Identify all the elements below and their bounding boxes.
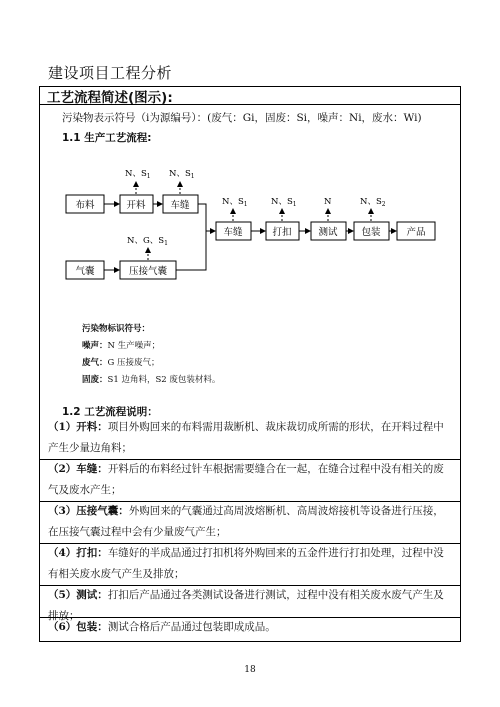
step-packaging: （6）包装：测试合格后产品通过包装即成成品。 [48,621,276,633]
page-heading: 建设项目工程分析 [48,64,173,82]
legend-title: 污染物标识符号： [82,324,151,334]
box-airbag-label: 气囊 [75,266,95,277]
box-sewing-2-label: 车缝 [223,227,243,238]
box-punching-label: 打扣 [272,227,292,238]
box-testing-label: 测试 [318,227,338,238]
legend-solid: 固废：S1 边角料，S2 废包装材料。 [82,375,221,385]
legend-gas: 废气：G 压接废气； [82,358,160,368]
step-sewing: （2）车缝：开料后的布料经过针车根据需要缝合在一起，在缝合过程中没有相关的废气及废水产生； [48,463,444,496]
emission-label-sewing-1: N、$S_1$ [169,169,195,180]
emission-label-punching: N、$S_1$ [271,197,297,208]
emission-label-press: N、G、$S_1$ [127,236,168,247]
step-punching: （4）打扣：车缝好的半成品通过打扣机将外购回来的五金件进行打扣处理，过程中没有相关废水废气产生及排放； [48,547,444,580]
box-product-label: 产品 [406,227,426,238]
box-sewing-1-label: 车缝 [170,200,190,211]
box-press-airbag-label: 压接气囊 [128,266,168,277]
title-divider [39,104,461,105]
emission-label-packaging: N、$S_2$ [360,197,386,208]
pollutant-symbol-intro: 污染物表示符号（i为源编号）：(废气：Gi，固废：Si，噪声：Ni，废水：Wi) [62,112,422,124]
box-cutting-label: 开料 [126,200,146,211]
step-press-airbag: （3）压接气囊：外购回来的气囊通过高周波熔断机、高周波熔接机等设备进行压接，在压接气囊过程中会有少量废气产生； [48,505,444,538]
process-flow-diagram [40,160,440,285]
merge-line [176,204,206,270]
emission-label-cutting: N、$S_1$ [125,169,151,180]
section-title: 工艺流程简述(图示): [47,90,173,106]
emission-label-testing: N [324,197,332,207]
page-number: 18 [244,665,256,675]
emission-label-sewing-2: N、$S_1$ [222,197,248,208]
legend-noise: 噪声：N 生产噪声； [82,341,161,351]
step-testing: （5）测试：打扣后产品通过各类测试设备进行测试，过程中没有相关废水废气产生及排放； [48,589,444,622]
description-heading: 1.2 工艺流程说明： [62,406,158,418]
box-packaging-label: 包装 [361,227,381,238]
step-cutting: （1）开料：项目外购回来的布料需用裁断机、裁床裁切成所需的形状，在开料过程中产生少量边角料； [48,421,444,454]
box-cloth-label: 布料 [75,200,95,211]
flow-heading: 1.1 生产工艺流程: [62,132,152,144]
